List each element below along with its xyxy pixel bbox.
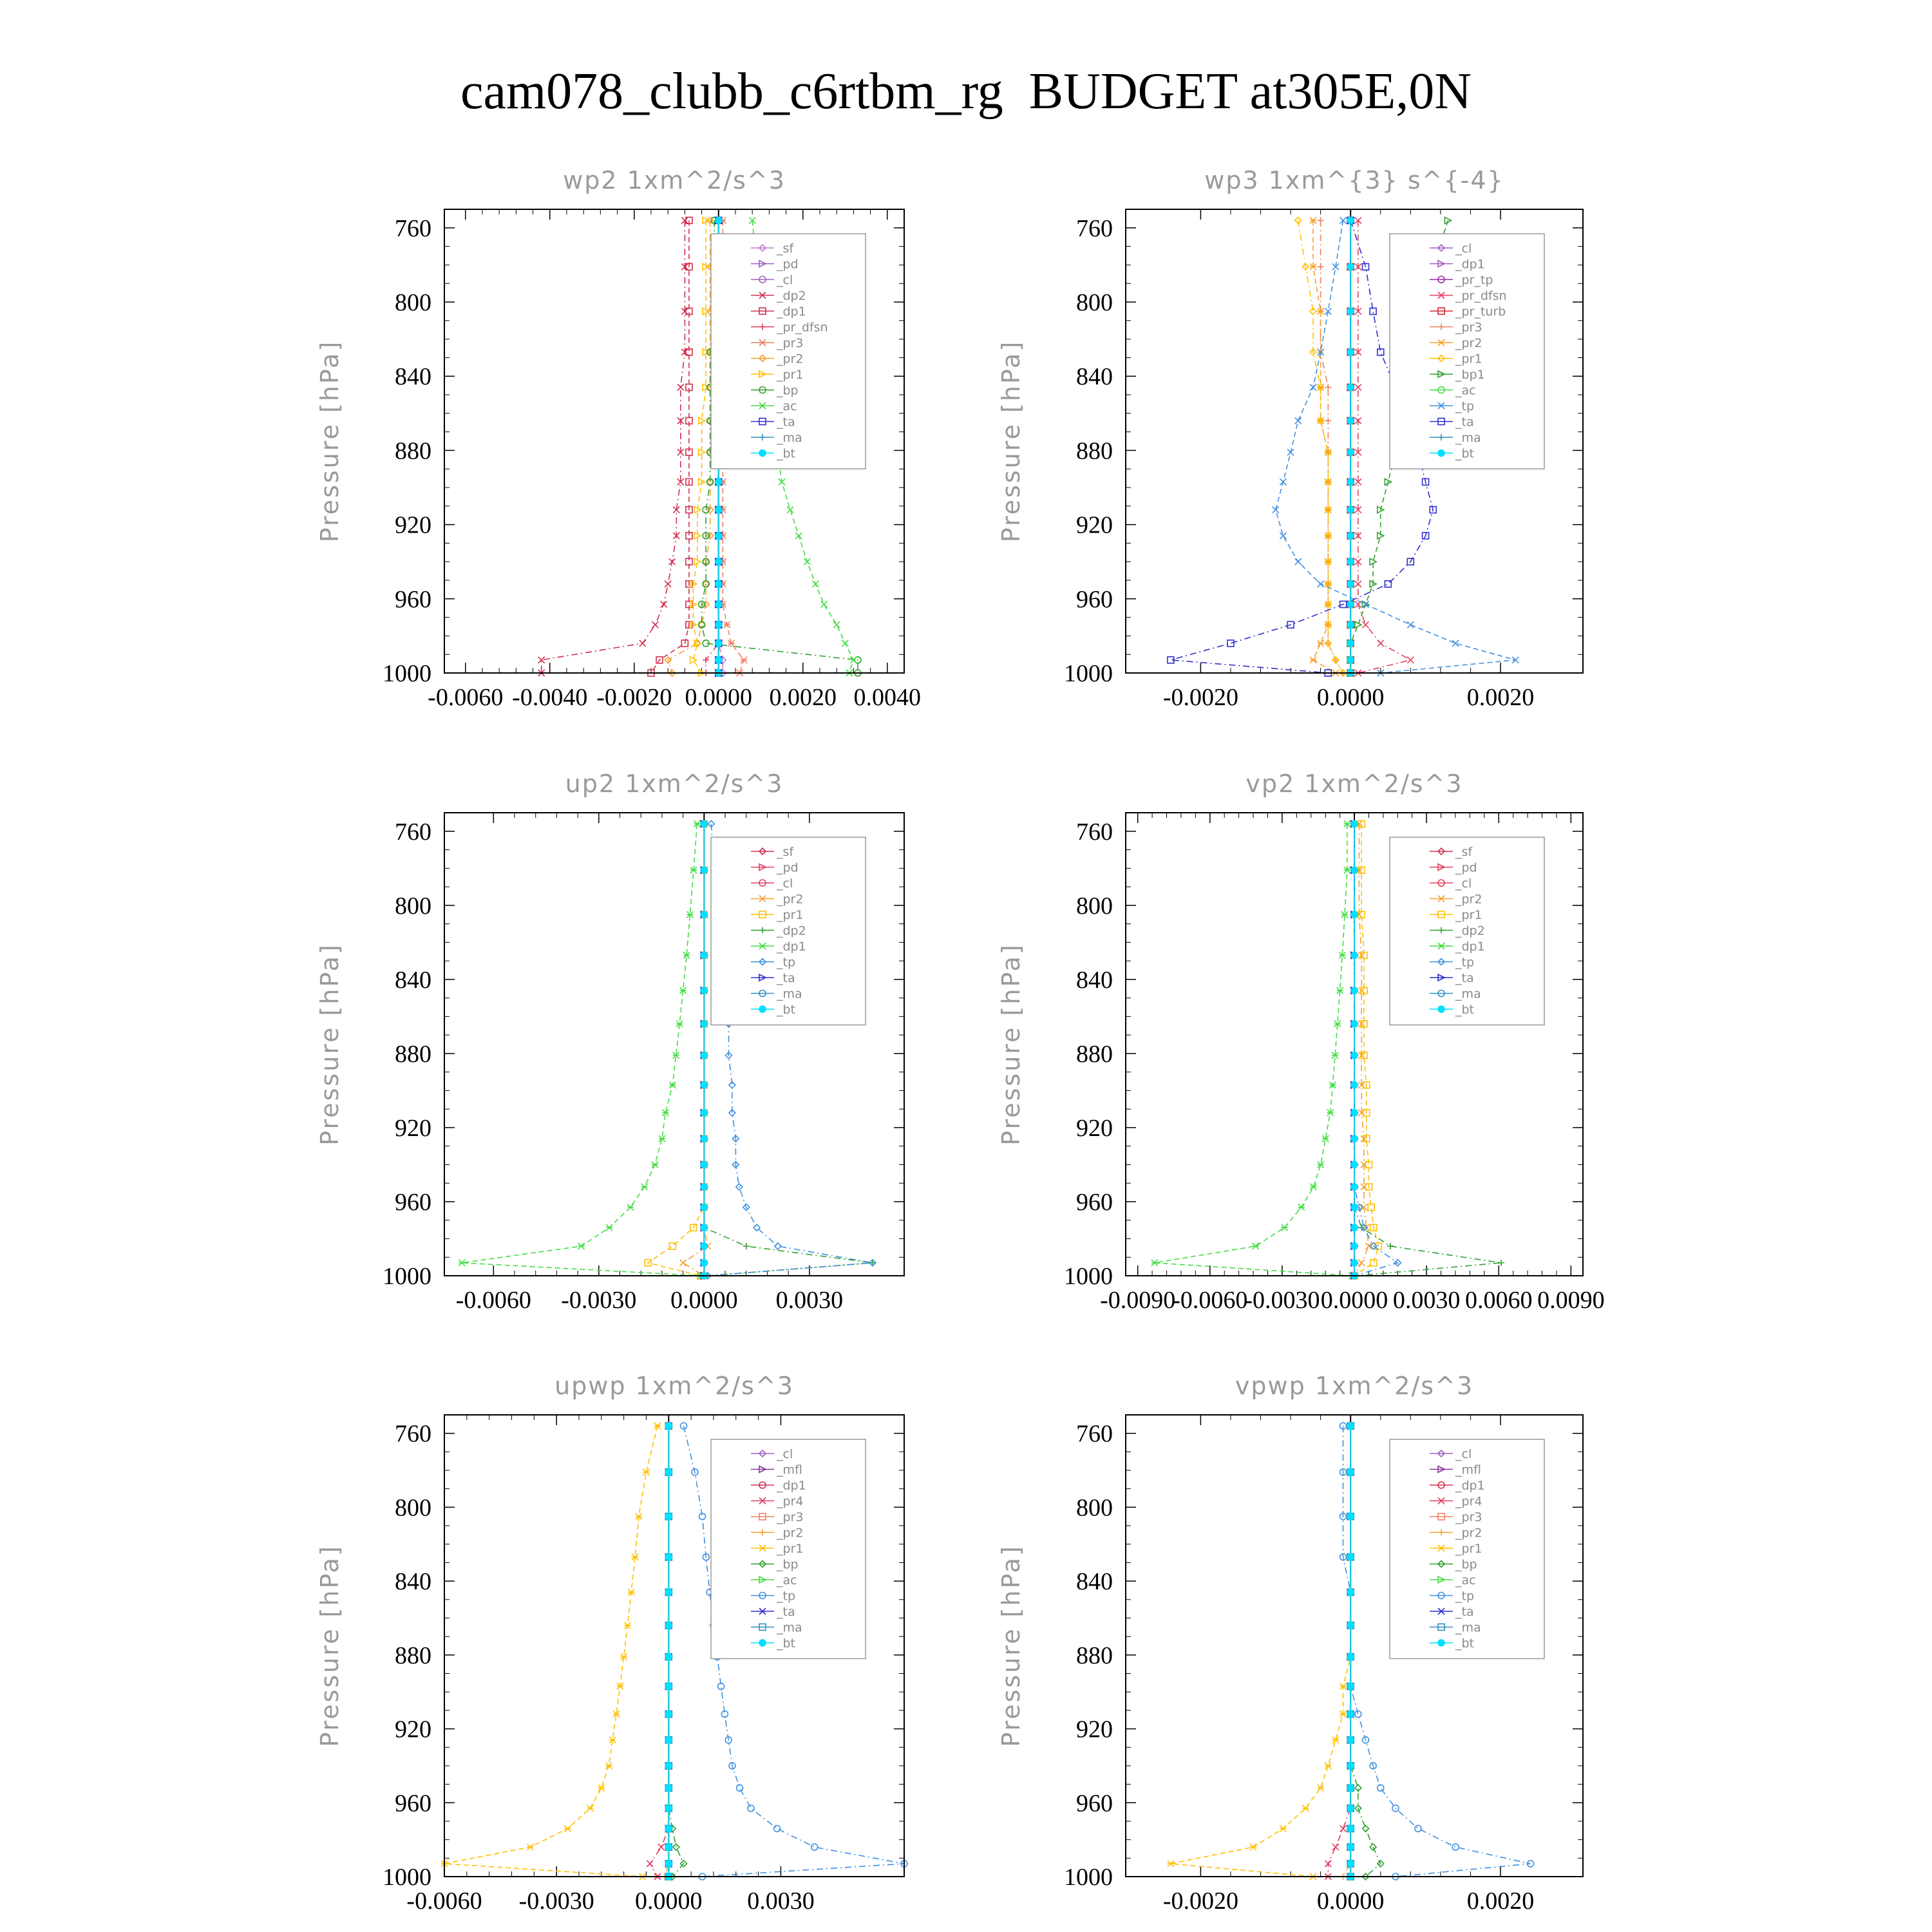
data-point [1347, 1805, 1354, 1812]
x-tick-label: -0.0030 [561, 1287, 637, 1314]
x-tick-label: 0.0000 [670, 1287, 738, 1314]
y-tick-label: 800 [395, 892, 431, 920]
y-tick-label: 880 [1076, 1040, 1113, 1068]
y-tick-label: 840 [1076, 1568, 1113, 1596]
legend-label: _pr4 [1455, 1494, 1482, 1509]
panel-title: wp2 1xm^2/s^3 [563, 166, 786, 194]
data-point [701, 987, 707, 994]
y-tick-label: 1000 [383, 660, 431, 687]
data-point [701, 867, 707, 873]
y-tick-label: 920 [395, 1716, 431, 1743]
panel-title: upwp 1xm^2/s^3 [554, 1372, 794, 1400]
data-point [1347, 558, 1354, 565]
data-point [715, 581, 722, 587]
data-point [665, 1805, 672, 1812]
legend-label: _pr1 [1455, 908, 1482, 922]
x-tick-label: 0.0060 [1464, 1287, 1533, 1314]
legend-label: _ta [777, 971, 795, 985]
x-tick-label: 0.0000 [635, 1888, 703, 1915]
legend-label: _bp [777, 383, 799, 398]
legend-label: _pd [1455, 860, 1477, 875]
legend-label: _pr1 [777, 368, 804, 382]
y-tick-label: 1000 [383, 1263, 431, 1290]
data-point [1347, 657, 1354, 663]
y-tick-label: 880 [1076, 1642, 1113, 1669]
data-point [1351, 911, 1358, 918]
y-tick-label: 1000 [1064, 660, 1113, 687]
data-point [1347, 384, 1354, 390]
data-point [1351, 1021, 1358, 1027]
data-point [1347, 1737, 1354, 1743]
data-point [1347, 417, 1354, 424]
legend-marker [1438, 450, 1444, 457]
y-tick-label: 760 [1076, 214, 1113, 242]
x-tick-label: -0.0020 [596, 684, 672, 711]
legend-label: _pr_dfsn [1455, 289, 1507, 303]
legend-label: _pr4 [777, 1494, 804, 1509]
data-point [1347, 621, 1354, 628]
data-point [1351, 1052, 1358, 1059]
data-point [1347, 263, 1354, 270]
data-point [665, 1622, 672, 1629]
y-tick-label: 760 [1076, 1420, 1113, 1448]
legend-label: _pr2 [1455, 336, 1482, 350]
data-point [1347, 1763, 1354, 1769]
data-point [665, 1861, 672, 1867]
data-point [665, 1711, 672, 1718]
y-tick-label: 880 [1076, 437, 1113, 465]
data-point [1347, 478, 1354, 485]
y-tick-label: 800 [395, 1494, 431, 1522]
legend-label: _pr2 [777, 352, 804, 366]
y-tick-label: 960 [1076, 1790, 1113, 1817]
data-point [701, 1052, 707, 1059]
data-point [701, 911, 707, 918]
x-tick-label: -0.0060 [428, 684, 504, 711]
data-point [1347, 601, 1354, 607]
legend-label: _pr1 [1455, 1542, 1482, 1556]
y-tick-label: 920 [395, 511, 431, 539]
legend-label: _cl [1455, 876, 1472, 891]
y-tick-label: 840 [1076, 966, 1113, 994]
y-tick-label: 1000 [383, 1864, 431, 1891]
data-point [1347, 1654, 1354, 1660]
data-point [1347, 581, 1354, 587]
legend-label: _ma [777, 1620, 802, 1635]
legend-label: _dp1 [777, 1479, 806, 1493]
legend-label: _ac [1455, 1573, 1476, 1587]
data-point [701, 1224, 707, 1231]
legend-label: _dp1 [1455, 1479, 1485, 1493]
data-point [1347, 1622, 1354, 1629]
legend-label: _ta [1455, 1605, 1474, 1619]
legend-label: _ma [777, 987, 802, 1001]
y-tick-label: 920 [1076, 1114, 1113, 1142]
legend-label: _ac [777, 1573, 797, 1587]
y-tick-label: 800 [1076, 289, 1113, 316]
x-tick-label: 0.0000 [1320, 1287, 1388, 1314]
legend [711, 837, 866, 1025]
x-tick-label: 0.0040 [853, 684, 922, 711]
x-tick-label: -0.0060 [455, 1287, 531, 1314]
data-point [1351, 1224, 1358, 1231]
data-point [1347, 1469, 1354, 1475]
legend-label: _pr1 [777, 1542, 804, 1556]
data-point [665, 1683, 672, 1690]
legend-label: _mfl [1455, 1463, 1481, 1477]
y-tick-label: 960 [395, 585, 431, 613]
legend-label: _tp [1455, 955, 1475, 970]
legend-label: _bt [777, 1003, 796, 1017]
x-tick-label: 0.0000 [685, 684, 753, 711]
legend-label: _pr2 [1455, 1526, 1482, 1540]
legend-label: _tp [1455, 1589, 1475, 1604]
panel-title: wp3 1xm^{3} s^{-4} [1204, 166, 1504, 194]
data-point [1347, 1683, 1354, 1690]
data-point [1351, 952, 1358, 958]
y-tick-label: 960 [395, 1188, 431, 1216]
legend-label: _bp [1455, 1557, 1477, 1572]
data-point [665, 1785, 672, 1791]
y-tick-label: 800 [1076, 892, 1113, 920]
data-point [701, 1135, 707, 1142]
legend-label: _bt [777, 446, 796, 461]
y-tick-label: 800 [1076, 1494, 1113, 1522]
legend [711, 1439, 866, 1659]
data-point [715, 640, 722, 647]
y-tick-label: 880 [395, 1642, 431, 1669]
data-point [715, 657, 722, 663]
y-tick-label: 760 [395, 818, 431, 846]
legend-label: _ta [777, 415, 795, 430]
legend-label: _cl [777, 1447, 793, 1461]
legend-label: _bt [1455, 1636, 1475, 1651]
data-point [1351, 1184, 1358, 1190]
legend-label: _sf [1455, 845, 1473, 859]
x-tick-label: 0.0030 [775, 1287, 844, 1314]
legend-label: _ac [1455, 383, 1476, 398]
legend-label: _cl [1455, 1447, 1472, 1461]
legend [1390, 837, 1544, 1025]
data-point [1351, 1260, 1358, 1266]
legend [1390, 1439, 1544, 1659]
y-tick-label: 760 [395, 214, 431, 242]
legend-label: _bt [1455, 1003, 1475, 1017]
x-tick-label: -0.0060 [1172, 1287, 1248, 1314]
legend-label: _cl [1455, 242, 1472, 256]
legend [1390, 234, 1544, 469]
legend-label: _pr3 [777, 336, 804, 350]
data-point [1347, 1423, 1354, 1429]
x-tick-label: 0.0030 [747, 1888, 815, 1915]
data-point [701, 1204, 707, 1211]
legend-label: _ta [1455, 415, 1474, 430]
legend-label: _pr2 [777, 1526, 804, 1540]
x-tick-label: 0.0020 [1466, 1888, 1535, 1915]
legend-label: _tp [777, 955, 796, 970]
legend-label: _bp [777, 1557, 799, 1572]
legend-marker [759, 450, 766, 457]
legend-marker [1438, 1006, 1444, 1012]
x-tick-label: -0.0020 [1162, 1888, 1238, 1915]
legend-label: _ma [777, 431, 802, 445]
x-tick-label: -0.0030 [518, 1888, 594, 1915]
data-point [701, 1082, 707, 1088]
data-point [1347, 1825, 1354, 1832]
legend-label: _tp [1455, 399, 1475, 413]
data-point [665, 1763, 672, 1769]
legend-label: _pd [777, 860, 799, 875]
legend-label: _dp2 [777, 289, 806, 303]
data-point [1347, 1554, 1354, 1560]
y-tick-label: 960 [1076, 585, 1113, 613]
data-point [665, 1825, 672, 1832]
y-axis-label: Pressure [hPa] [316, 1544, 344, 1747]
data-point [701, 1021, 707, 1027]
y-tick-label: 1000 [1064, 1263, 1113, 1290]
data-point [665, 1589, 672, 1595]
y-tick-label: 760 [1076, 818, 1113, 846]
data-point [1347, 640, 1354, 647]
data-point [1351, 1243, 1358, 1249]
x-tick-label: -0.0020 [1162, 684, 1238, 711]
data-point [1347, 1513, 1354, 1520]
panel-title: vpwp 1xm^2/s^3 [1235, 1372, 1474, 1400]
legend-label: _dp2 [1455, 923, 1485, 938]
data-point [665, 1423, 672, 1429]
x-tick-label: 0.0000 [1316, 684, 1385, 711]
x-tick-label: -0.0090 [1100, 1287, 1176, 1314]
data-point [715, 601, 722, 607]
legend-label: _pr_turb [1455, 305, 1506, 319]
legend-label: _pr1 [1455, 352, 1482, 366]
y-tick-label: 920 [395, 1114, 431, 1142]
data-point [701, 1110, 707, 1116]
data-point [1351, 1161, 1358, 1168]
data-point [715, 621, 722, 628]
y-tick-label: 800 [395, 289, 431, 316]
y-axis-label: Pressure [hPa] [316, 943, 344, 1146]
data-point [1347, 449, 1354, 455]
data-point [1347, 1589, 1354, 1595]
data-point [1351, 820, 1358, 827]
legend-label: _cl [777, 876, 793, 891]
legend-label: _dp1 [1455, 940, 1485, 954]
x-tick-label: 0.0000 [1316, 1888, 1385, 1915]
legend-label: _pr_dfsn [777, 320, 828, 335]
legend-label: _mfl [777, 1463, 802, 1477]
data-point [1347, 1861, 1354, 1867]
data-point [1351, 1135, 1358, 1142]
data-point [701, 952, 707, 958]
x-tick-label: 0.0020 [1466, 684, 1535, 711]
y-axis-label: Pressure [hPa] [997, 943, 1025, 1146]
data-point [665, 1654, 672, 1660]
data-point [1351, 1110, 1358, 1116]
y-tick-label: 880 [395, 1040, 431, 1068]
legend-label: _dp2 [777, 923, 806, 938]
legend-label: _pd [777, 257, 799, 272]
data-point [1347, 507, 1354, 513]
y-tick-label: 920 [1076, 511, 1113, 539]
legend-marker [759, 1640, 766, 1646]
data-point [701, 820, 707, 827]
data-point [1351, 987, 1358, 994]
legend-marker [759, 1006, 766, 1012]
data-point [665, 1737, 672, 1743]
x-tick-label: -0.0030 [1244, 1287, 1320, 1314]
data-point [665, 1844, 672, 1850]
legend-label: _tp [777, 1589, 796, 1604]
y-tick-label: 840 [395, 966, 431, 994]
figure-title: cam078_clubb_c6rtbm_rg BUDGET at305E,0N [460, 63, 1472, 120]
data-point [1347, 308, 1354, 314]
y-axis-label: Pressure [hPa] [316, 339, 344, 543]
data-point [1351, 867, 1358, 873]
y-tick-label: 960 [1076, 1188, 1113, 1216]
legend-label: _ma [1455, 987, 1481, 1001]
y-tick-label: 960 [395, 1790, 431, 1817]
x-tick-label: 0.0090 [1537, 1287, 1605, 1314]
legend-label: _bp1 [1455, 368, 1485, 382]
legend-label: _pr_tp [1455, 273, 1493, 287]
data-point [1347, 533, 1354, 539]
data-point [701, 1260, 707, 1266]
data-point [1351, 1204, 1358, 1211]
y-tick-label: 840 [1076, 363, 1113, 391]
legend-label: _ma [1455, 431, 1481, 445]
data-point [715, 558, 722, 565]
data-point [701, 1161, 707, 1168]
data-point [1347, 1711, 1354, 1718]
data-point [1347, 1785, 1354, 1791]
legend-label: _sf [777, 845, 794, 859]
legend-label: _pr3 [1455, 1510, 1482, 1524]
data-point [665, 1469, 672, 1475]
legend-label: _pr3 [777, 1510, 804, 1524]
legend-label: _dp1 [777, 940, 806, 954]
data-point [1347, 217, 1354, 223]
y-tick-label: 880 [395, 437, 431, 465]
data-point [1347, 349, 1354, 355]
data-point [665, 1554, 672, 1560]
panel-title: vp2 1xm^2/s^3 [1245, 770, 1463, 798]
legend-label: _ta [777, 1605, 795, 1619]
y-axis-label: Pressure [hPa] [997, 339, 1025, 543]
data-point [1347, 1844, 1354, 1850]
x-tick-label: 0.0030 [1392, 1287, 1461, 1314]
y-tick-label: 840 [395, 363, 431, 391]
legend-label: _ma [1455, 1620, 1481, 1635]
legend [711, 234, 866, 469]
legend-label: _pr2 [1455, 892, 1482, 907]
data-point [715, 478, 722, 485]
y-axis-label: Pressure [hPa] [997, 1544, 1025, 1747]
y-tick-label: 920 [1076, 1716, 1113, 1743]
data-point [1351, 1082, 1358, 1088]
y-tick-label: 840 [395, 1568, 431, 1596]
y-tick-label: 1000 [1064, 1864, 1113, 1891]
x-tick-label: -0.0040 [512, 684, 588, 711]
panel-title: up2 1xm^2/s^3 [565, 770, 784, 798]
data-point [701, 1184, 707, 1190]
x-tick-label: 0.0020 [769, 684, 837, 711]
legend-label: _dp1 [777, 305, 806, 319]
legend-label: _pr3 [1455, 320, 1482, 335]
legend-label: _sf [777, 242, 794, 256]
legend-label: _pr2 [777, 892, 804, 907]
data-point [715, 217, 722, 223]
legend-marker [1438, 1640, 1444, 1646]
legend-label: _bt [1455, 446, 1475, 461]
data-point [665, 1513, 672, 1520]
legend-label: _dp1 [1455, 257, 1485, 272]
data-point [701, 1243, 707, 1249]
data-point [715, 533, 722, 539]
legend-label: _cl [777, 273, 793, 287]
legend-label: _pr1 [777, 908, 804, 922]
data-point [715, 507, 722, 513]
y-tick-label: 760 [395, 1420, 431, 1448]
legend-label: _ta [1455, 971, 1474, 985]
legend-label: _ac [777, 399, 797, 413]
legend-label: _bt [777, 1636, 796, 1651]
x-tick-label: -0.0060 [406, 1888, 482, 1915]
